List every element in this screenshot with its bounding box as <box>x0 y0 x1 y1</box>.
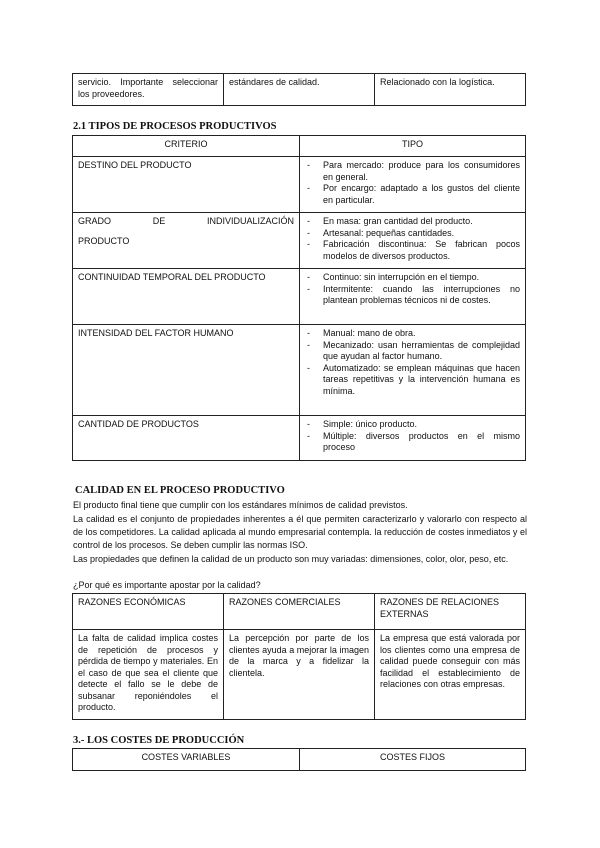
column-header-criterio: CRITERIO <box>73 136 300 157</box>
razones-cell-comerciales: La percepción por parte de los clientes ayuda a mejorar la imagen de la marca y a fidelizar la clientela. <box>224 630 375 720</box>
criterio-cell: GRADO DE INDIVIDUALIZACIÓN <box>73 213 300 269</box>
tipo-list <box>305 419 520 454</box>
list-item: - Para mercado: produce para los consumidores en general. <box>323 160 520 183</box>
table-row <box>73 630 526 720</box>
list-item: - Múltiple: diversos productos en el mismo proceso <box>323 431 520 454</box>
continuation-cell-2: estándares de calidad. <box>224 74 375 106</box>
tipo-list <box>305 216 520 262</box>
table-row <box>73 325 526 416</box>
column-header-costes-fijos: COSTES FIJOS <box>300 749 526 771</box>
tipos-table <box>72 135 526 461</box>
column-header-economicas: RAZONES ECONÓMICAS <box>73 594 224 630</box>
continuation-cell-3: Relacionado con la logística. <box>375 74 526 106</box>
razones-cell-externas: La empresa que está valorada por los clientes como una empresa de calidad puede conseguir con más facilidad el establecimiento de relaciones con otras empresas. <box>375 630 526 720</box>
table-row <box>73 157 526 213</box>
criterio-cell: CONTINUIDAD TEMPORAL DEL PRODUCTO <box>73 269 300 325</box>
calidad-question: ¿Por qué es importante apostar por la calidad? <box>73 580 261 590</box>
razones-cell-economicas: La falta de calidad implica costes de repetición de procesos y pérdida de tiempo y materiales. En el caso de que sea el cliente que detecte el fallo se le debe de subsanar reponiéndoles el producto. <box>73 630 224 720</box>
tipo-list <box>305 160 520 206</box>
list-item: - Simple: único producto. <box>323 419 520 431</box>
list-item: - Mecanizado: usan herramientas de complejidad que ayudan al factor humano. <box>323 340 520 363</box>
column-header-comerciales: RAZONES COMERCIALES <box>224 594 375 630</box>
criterio-row-2-second-line: PRODUCTO <box>78 236 130 246</box>
table-row <box>73 269 526 325</box>
costes-table <box>72 748 526 771</box>
tipo-list <box>305 272 520 307</box>
list-item: - En masa: gran cantidad del producto. <box>323 216 520 228</box>
calidad-paragraph-3: Las propiedades que definen la calidad de un producto son muy variadas: dimensiones, color, olor, peso, etc. <box>73 554 509 564</box>
calidad-paragraph-1: El producto final tiene que cumplir con los estándares mínimos de calidad previstos. <box>73 500 408 510</box>
criterio-cell: INTENSIDAD DEL FACTOR HUMANO <box>73 325 300 416</box>
criterio-cell: CANTIDAD DE PRODUCTOS <box>73 416 300 461</box>
tipo-list <box>305 328 520 397</box>
criterio-cell: DESTINO DEL PRODUCTO <box>73 157 300 213</box>
table-row <box>73 416 526 461</box>
list-item: - Manual: mano de obra. <box>323 328 520 340</box>
continuation-table <box>72 73 526 106</box>
section-heading-costes: 3.- LOS COSTES DE PRODUCCIÓN <box>73 735 245 746</box>
continuation-cell-1: servicio. Importante seleccionar los proveedores. <box>73 74 224 106</box>
list-item: - Por encargo: adaptado a los gustos del cliente en particular. <box>323 183 520 206</box>
column-header-tipo: TIPO <box>300 136 526 157</box>
table-row <box>73 213 526 269</box>
list-item: - Intermitente: cuando las interrupciones no plantean problemas técnicos ni de costes. <box>323 284 520 307</box>
list-item: - Artesanal: pequeñas cantidades. <box>323 228 520 240</box>
calidad-paragraph-2: La calidad es el conjunto de propiedades inherentes a él que permiten caracterizarlo y valorarlo con respecto al de los competidores. La calidad aplicada al mundo empresarial contempla. la reducción de costes inmediatos y el control de los procesos. Se deben cumplir las normas ISO. <box>73 514 527 550</box>
list-item: - Continuo: sin interrupción en el tiempo. <box>323 272 520 284</box>
razones-table <box>72 593 526 720</box>
list-item: - Automatizado: se emplean máquinas que hacen tareas repetitivas y la intervención humana es mínima. <box>323 363 520 398</box>
list-item: - Fabricación discontinua: Se fabrican pocos modelos de diversos productos. <box>323 239 520 262</box>
column-header-externas: RAZONES DE RELACIONES EXTERNAS <box>375 594 526 630</box>
column-header-costes-variables: COSTES VARIABLES <box>73 749 300 771</box>
section-heading-calidad: CALIDAD EN EL PROCESO PRODUCTIVO <box>75 485 285 496</box>
section-heading-tipos: 2.1 TIPOS DE PROCESOS PRODUCTIVOS <box>73 121 277 132</box>
